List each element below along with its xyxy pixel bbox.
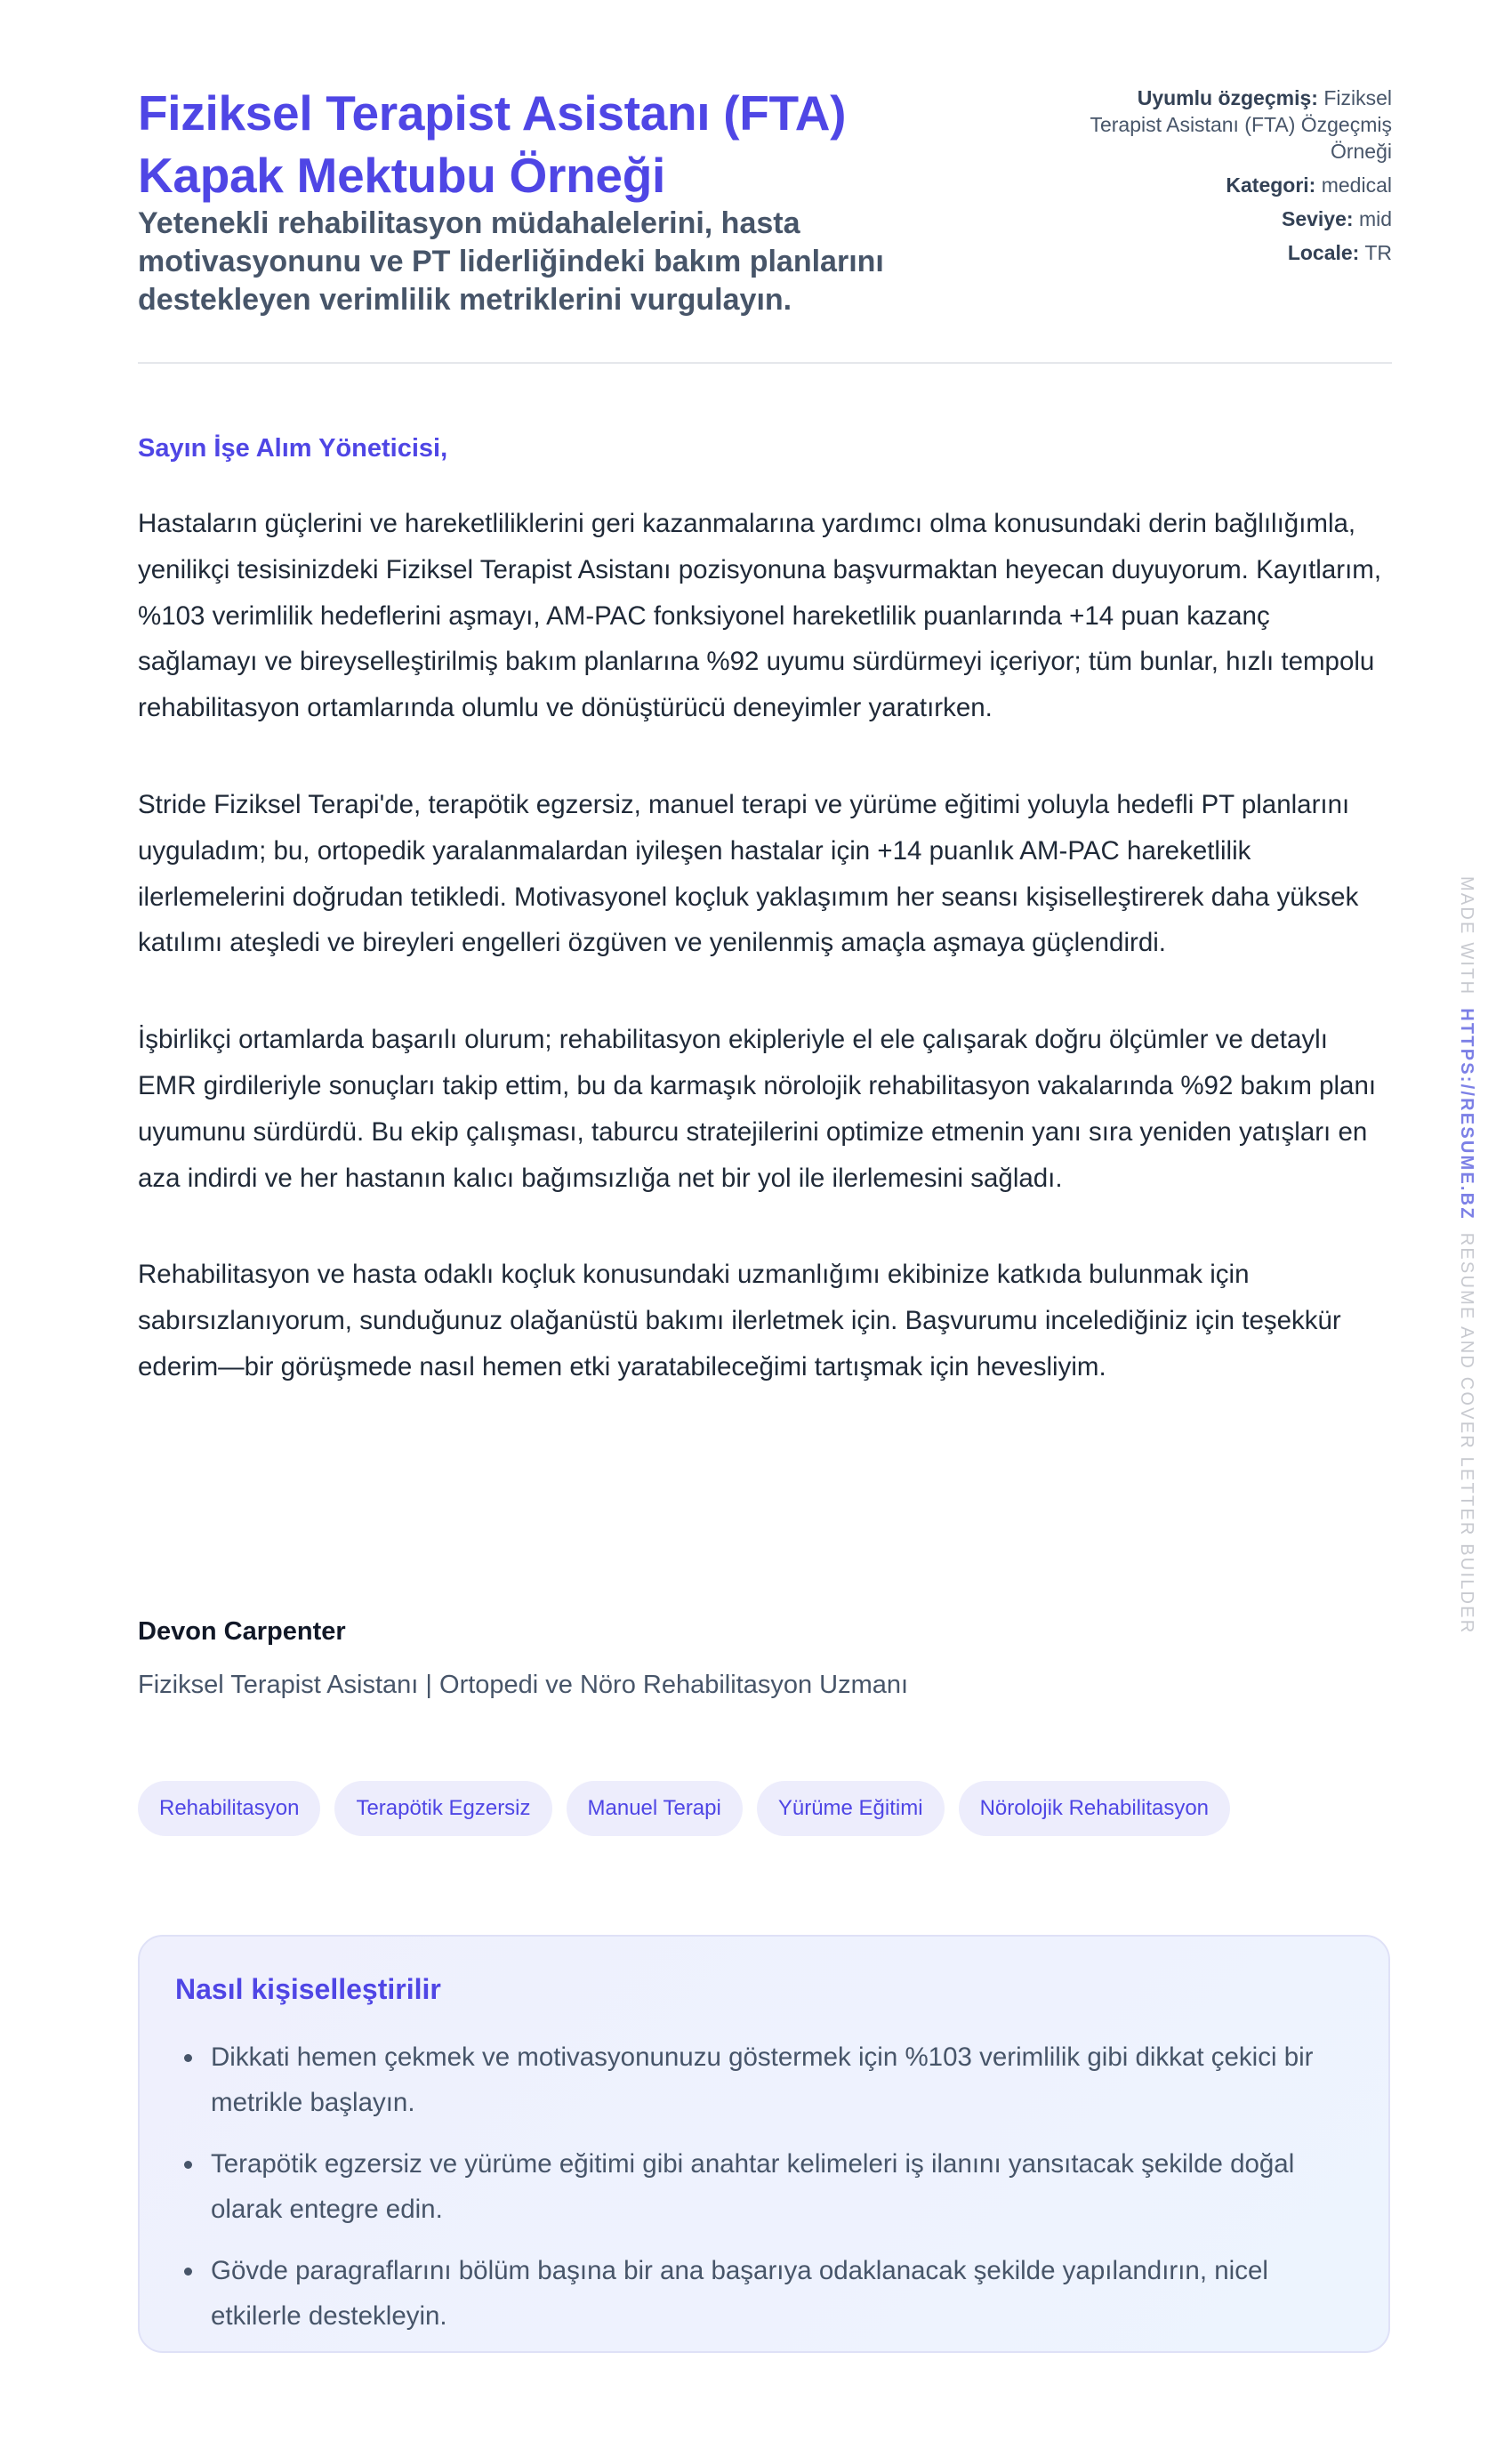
page-title: Fiziksel Terapist Asistanı (FTA) Kapak Mektubu Örneği (138, 85, 847, 203)
tip-text: Dikkati hemen çekmek ve motivasyonunuzu göstermek için %103 verimlilik gibi dikkat çekici bir metrikle başlayın. (211, 2042, 1314, 2117)
tip-text: Gövde paragraflarını bölüm başına bir ana başarıya odaklanacak şekilde yapılandırın, nicel etkilerle destekleyin. (211, 2256, 1268, 2331)
skill-tag: Manuel Terapi (567, 1781, 743, 1836)
skill-tags (138, 1781, 1230, 1836)
tip-item (211, 2248, 1353, 2339)
skill-tag: Rehabilitasyon (138, 1781, 320, 1836)
bullet-icon (184, 2268, 192, 2276)
meta-locale-value: TR (1364, 241, 1392, 264)
cover-letter-page (138, 0, 1392, 2331)
bullet-icon (184, 2054, 192, 2062)
meta-level (1090, 205, 1392, 232)
letter-body (138, 501, 1392, 1441)
signature-block (138, 1612, 908, 1704)
skill-tag: Terapötik Egzersiz (334, 1781, 551, 1836)
meta-category-label: Kategori: (1226, 173, 1316, 197)
skill-tag: Yürüme Eğitimi (757, 1781, 945, 1836)
letter-greeting: Sayın İşe Alım Yöneticisi, (138, 434, 448, 463)
meta-category-value: medical (1321, 173, 1392, 197)
letter-paragraph: İşbirlikçi ortamlarda başarılı olurum; rehabilitasyon ekipleriyle el ele çalışarak doğru ölçümler ve detaylı EMR girdileriyle sonuçları takip ettim, bu da karmaşık nörolojik rehabilitasyon vakalarında %92 bakım planı uyumunu sürdürdü. Bu ekip çalışması, taburcu stratejilerini optimize etmenin yanı sıra yeniden yatışları en aza indirdi ve her hastanın kalıcı bağımsızlığa net bir yol ile ilerlemesini sağladı. (138, 1025, 1377, 1193)
meta-info (1090, 85, 1392, 273)
header-divider (138, 362, 1392, 364)
letter-paragraph: Hastaların güçlerini ve hareketliliklerini geri kazanmalarına yardımcı olma konusundaki derin bağlılığımla, yenilikçi tesisinizdeki Fiziksel Terapist Asistanı pozisyonuna başvurmaktan heyecan duyuyorum. Kayıtlarım, %103 verimlilik hedeflerini aşmayı, AM-PAC fonksiyonel hareketlilik puanlarında +14 puan kazanç sağlamayı ve bireyselleştirilmiş bakım planlarına %92 uyumu sürdürmeyi içeriyor; tüm bunlar, hızlı tempolu rehabilitasyon ortamlarında olumlu ve dönüştürücü deneyimler yaratırken. (138, 509, 1382, 723)
bullet-icon (184, 2161, 192, 2169)
branding-link[interactable]: HTTPS://RESUME.BZ (1457, 1008, 1476, 1220)
side-branding-text (1453, 876, 1480, 1634)
meta-category (1090, 172, 1392, 198)
skill-tag: Nörolojik Rehabilitasyon (959, 1781, 1230, 1836)
tips-list (175, 2034, 1353, 2339)
meta-locale (1090, 239, 1392, 266)
letter-paragraph: Rehabilitasyon ve hasta odaklı koçluk konusundaki uzmanlığımı ekibinize katkıda bulunmak için sabırsızlanıyorum, sunduğunuz olağanüstü bakımı ilerletmek için. Başvurumu incelediğiniz için teşekkür ederim—bir görüşmede nasıl hemen etki yaratabileceğimi tartışmak için hevesliyim. (138, 1260, 1341, 1382)
branding-suffix: RESUME AND COVER LETTER BUILDER (1457, 1232, 1476, 1635)
side-branding (1453, 876, 1480, 1635)
signature-name: Devon Carpenter (138, 1617, 346, 1646)
meta-locale-label: Locale: (1287, 241, 1360, 264)
tip-item (211, 2141, 1353, 2232)
meta-level-label: Seviye: (1281, 207, 1354, 230)
meta-resume-value[interactable]: Fiziksel Terapist Asistanı (FTA) Özgeçmiş Örneği (1090, 86, 1392, 163)
meta-resume-label: Uyumlu özgeçmiş: (1137, 86, 1318, 109)
tip-text: Terapötik egzersiz ve yürüme eğitimi gibi anahtar kelimeleri iş ilanını yansıtacak şekilde doğal olarak entegre edin. (211, 2149, 1295, 2224)
letter-paragraph: Stride Fiziksel Terapi'de, terapötik egzersiz, manuel terapi ve yürüme eğitimi yoluyla hedefli PT planlarını uyguladım; bu, ortopedik yaralanmalardan iyileşen hastalar için +14 puanlık AM-PAC hareketlilik ilerlemelerini doğrudan tetikledi. Motivasyonel koçluk yaklaşımım her seansı kişiselleştirerek daha yüksek katılımı ateşledi ve bireyleri engelleri özgüven ve yenilenmiş amaçla aşmaya güçlendirdi. (138, 789, 1359, 958)
page-header (138, 0, 1392, 363)
page-subtitle: Yetenekli rehabilitasyon müdahalelerini, hasta motivasyonunu ve PT liderliğindeki bakım planlarını destekleyen verimlilik metriklerini vurgulayın. (138, 206, 884, 317)
customization-tips-box (138, 1935, 1390, 2353)
tip-item (211, 2034, 1353, 2125)
meta-level-value: mid (1358, 207, 1392, 230)
meta-compatible-resume (1090, 85, 1392, 165)
branding-prefix: MADE WITH (1457, 876, 1476, 996)
signature-title: Fiziksel Terapist Asistanı | Ortopedi ve Nöro Rehabilitasyon Uzmanı (138, 1671, 909, 1699)
tips-title: Nasıl kişiselleştirilir (175, 1973, 441, 2005)
